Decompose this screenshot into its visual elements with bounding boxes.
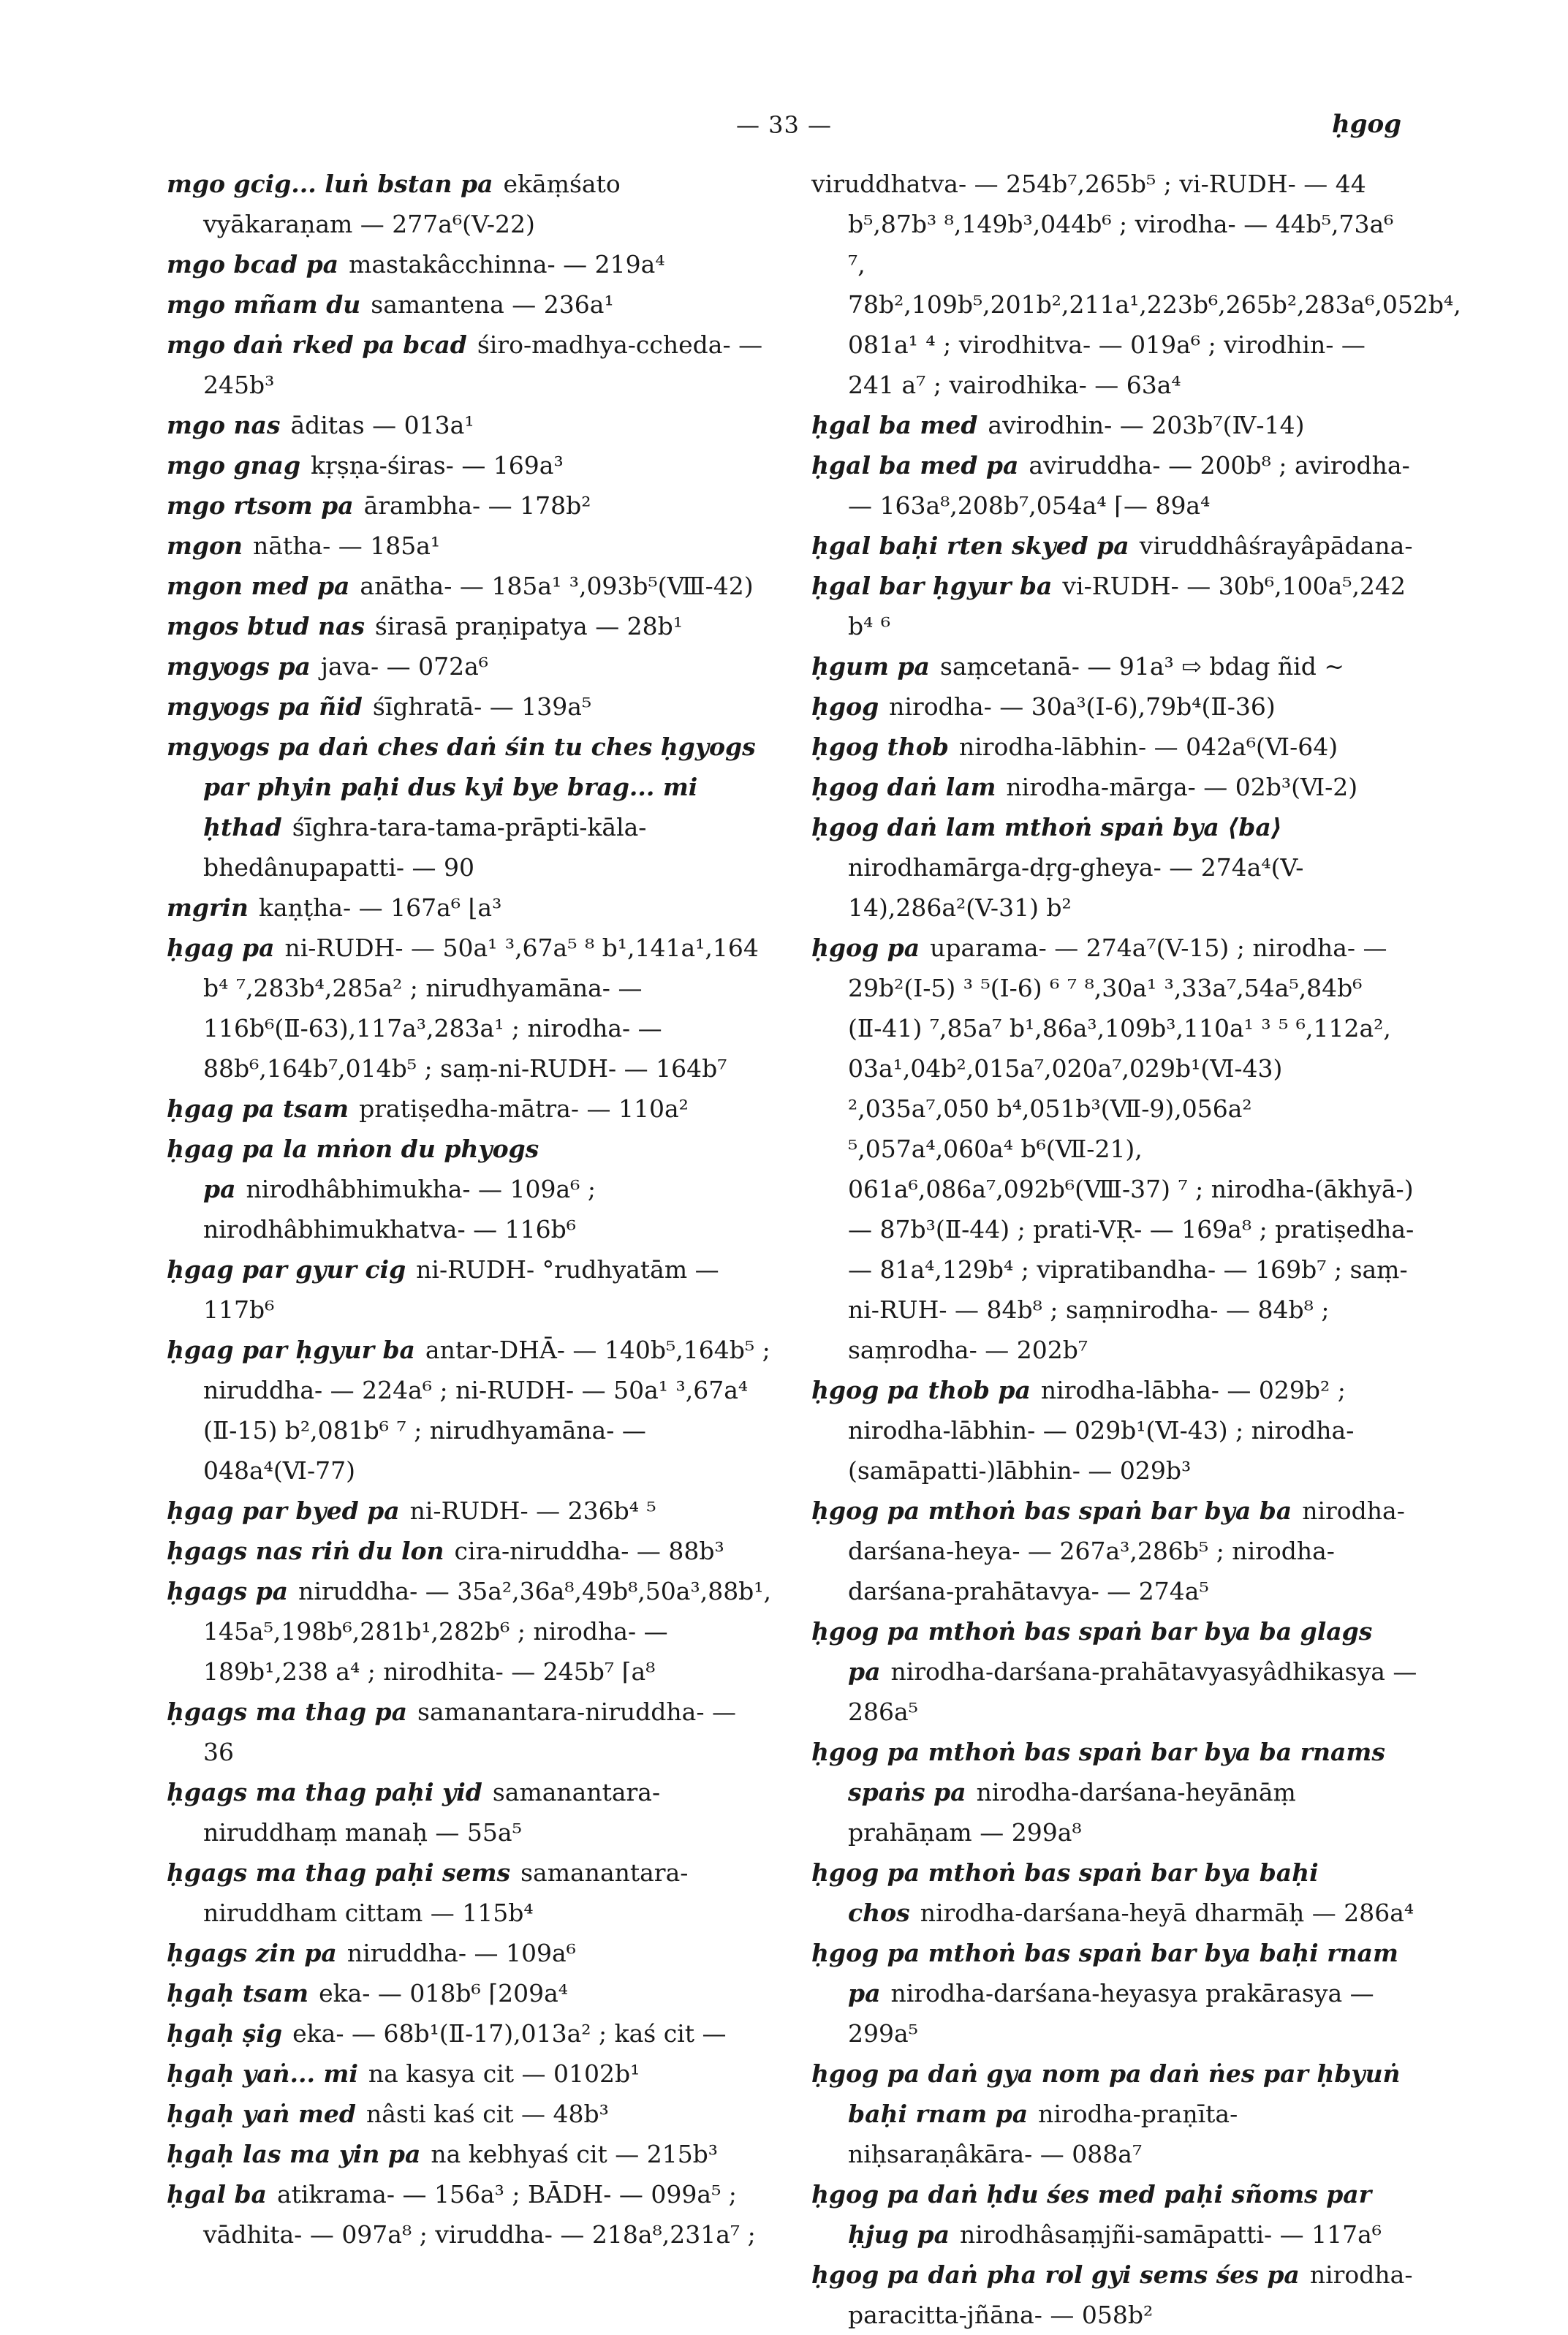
entry-headword: ḥgag pa tsam (167, 1094, 349, 1123)
entry-gloss: ni-RUDH- — 236b⁴ ⁵ (409, 1496, 656, 1525)
entry-gloss: na kebhyaś cit — 215b³ (431, 2140, 719, 2168)
entry-gloss: na kasya cit — 0102b¹ (368, 2059, 640, 2088)
entry-headword: ḥgog pa (811, 934, 920, 962)
entry-gloss: nirodha-mārga- — 02b³(Ⅵ-2) (1006, 773, 1358, 801)
entry-gloss: anātha- — 185a¹ ³,093b⁵(Ⅷ-42) (360, 572, 754, 600)
entry-headword: ḥgog pa daṅ gya nom pa daṅ ṅes par ḥbyuṅ baḥi rnam pa (811, 2059, 1401, 2128)
dictionary-entry (167, 606, 773, 646)
entry-headword: ḥgog pa mthoṅ bas spaṅ bar bya ba rnams spaṅs pa (811, 1738, 1385, 1806)
entry-gloss: nirodhâsaṃjñi-samāpatti- — 117a⁶ (959, 2220, 1382, 2249)
dictionary-entry (811, 445, 1418, 526)
entry-gloss: nâsti kaś cit — 48b³ (366, 2100, 609, 2128)
dictionary-entry (167, 405, 773, 445)
entry-gloss: ni-RUDH- — 50a¹ ³,67a⁵ ⁸ b¹,141a¹,164 b⁴ ⁷,283b⁴,285a² ; nirudhyamāna- — 116b⁶(Ⅱ-63),117a³,283a¹ ; nirodha- — 88b⁶,164b⁷,014b⁵ ; saṃ-ni-RUDH- — 164b⁷ (203, 934, 759, 1083)
entry-gloss: vi-RUDH- — 30b⁶,100a⁵,242 b⁴ ⁶ (848, 572, 1406, 640)
entry-headword: mgo rtsom pa (167, 491, 354, 520)
page-number: — 33 — (735, 111, 833, 139)
entry-gloss: śīghra-tara-tama-prāpti-kāla-bhedânupapatti- — 90 (203, 813, 647, 882)
entry-headword: ḥgog daṅ lam mthoṅ spaṅ bya ⟨ba⟩ (811, 813, 1282, 841)
dictionary-entry (811, 1933, 1418, 2054)
dictionary-entry (811, 646, 1418, 686)
entry-gloss: nirodha-lābha- — 029b² ; nirodha-lābhin- — 029b¹(Ⅵ-43) ; nirodha-(samāpatti-)lābhin- — 029b³ (848, 1376, 1355, 1485)
dictionary-entry (811, 1611, 1418, 1732)
dictionary-entry (167, 445, 773, 485)
entry-gloss: nirodha- — 30a³(Ⅰ-6),79b⁴(Ⅱ-36) (889, 692, 1276, 721)
dictionary-entry (811, 767, 1418, 807)
entry-headword: ḥgags ma thag paḥi yid (167, 1778, 482, 1806)
entry-headword: mgo gcig... luṅ bstan pa (167, 170, 493, 198)
entry-gloss: niruddha- — 109a⁶ (346, 1939, 576, 1967)
entry-gloss: niruddha- — 35a²,36a⁸,49b⁸,50a³,88b¹, 145a⁵,198b⁶,281b¹,282b⁶ ; nirodha- — 189b¹,238 a⁴ ; nirodhita- — 245b⁷ ⌈a⁸ (203, 1577, 772, 1686)
dictionary-entry (811, 526, 1418, 566)
entry-headword: mgo mñam du (167, 290, 361, 319)
entry-gloss: viruddhatva- — 254b⁷,265b⁵ ; vi-RUDH- — 44 b⁵,87b³ ⁸,149b³,044b⁶ ; virodha- — 44b⁵,73a⁶ ⁷, 78b²,109b⁵,201b²,211a¹,223b⁶,265b²,283a⁶,052b⁴, 081a¹ ⁴ ; virodhitva- — 019a⁶ ; virodhin- — 241 a⁷ ; vairodhika- — 63a⁴ (811, 170, 1461, 399)
entry-gloss: ārambha- — 178b² (363, 491, 591, 520)
dictionary-entry (167, 686, 773, 727)
dictionary-entry (811, 928, 1418, 1370)
dictionary-entry (167, 1853, 773, 1933)
entry-headword: ḥgog pa mthoṅ bas spaṅ bar bya baḥi rnam pa (811, 1939, 1398, 2007)
dictionary-entry (811, 405, 1418, 445)
dictionary-entry (167, 485, 773, 526)
entry-headword: ḥgaḥ yaṅ med (167, 2100, 356, 2128)
dictionary-entry (811, 566, 1418, 646)
dictionary-entry (167, 1089, 773, 1129)
dictionary-entry (167, 928, 773, 1089)
entry-gloss: nirodha-darśana-heyānāṃ prahāṇam — 299a⁸ (848, 1778, 1296, 1847)
entry-headword: mgrin (167, 893, 249, 922)
dictionary-entry (167, 284, 773, 325)
entry-gloss: avirodhin- — 203b⁷(Ⅳ-14) (988, 411, 1305, 439)
dictionary-entry (167, 1772, 773, 1853)
entry-headword: ḥgog pa mthoṅ bas spaṅ bar bya ba (811, 1496, 1292, 1525)
entry-gloss: nātha- — 185a¹ (253, 531, 441, 560)
entry-gloss: eka- — 018b⁶ ⌈209a⁴ (319, 1979, 568, 2007)
entry-headword: ḥgum pa (811, 652, 930, 681)
entry-headword: ḥgog pa daṅ ḥdu śes med paḥi sñoms par ḥjug pa (811, 2180, 1372, 2249)
entry-gloss: ekāṃśato vyākaraṇam — 277a⁶(V-22) (203, 170, 621, 238)
entry-headword: mgon (167, 531, 243, 560)
entry-headword: ḥgags nas riṅ du lon (167, 1537, 444, 1565)
dictionary-entry (167, 1692, 773, 1772)
dictionary-entry (167, 2054, 773, 2094)
entry-headword: ḥgaḥ tsam (167, 1979, 309, 2007)
entry-headword: mgon med pa (167, 572, 350, 600)
dictionary-entry (167, 2013, 773, 2054)
entry-headword: mgo gnag (167, 451, 301, 480)
entry-headword: ḥgags zin pa (167, 1939, 337, 1967)
dictionary-entry (811, 1491, 1418, 1611)
entry-headword: mgyogs pa ñid (167, 692, 363, 721)
entry-gloss: cira-niruddha- — 88b³ (454, 1537, 724, 1565)
dictionary-entry (811, 1853, 1418, 1933)
dictionary-entry (167, 646, 773, 686)
entry-gloss: nirodha-paracitta-jñāna- — 058b² (848, 2260, 1413, 2329)
entry-headword: ḥgags ma thag pa (167, 1698, 408, 1726)
dictionary-entry (167, 164, 773, 244)
dictionary-entry (167, 325, 773, 405)
entry-gloss: āditas — 013a¹ (290, 411, 474, 439)
entry-gloss: ni-RUDH- °rudhyatām — 117b⁶ (203, 1255, 719, 1324)
entry-headword: ḥgog pa daṅ pha rol gyi sems śes pa (811, 2260, 1300, 2289)
entry-headword: mgyogs pa daṅ ches daṅ śin tu ches ḥgyogs par phyin paḥi dus kyi bye brag... mi ḥthad (167, 733, 756, 841)
dictionary-entry (167, 1491, 773, 1531)
entry-headword: ḥgal ba (167, 2180, 267, 2209)
entry-headword: ḥgags pa (167, 1577, 289, 1605)
entry-gloss: mastakâcchinna- — 219a⁴ (349, 250, 665, 279)
dictionary-entry (167, 2134, 773, 2174)
dictionary-entry (811, 2054, 1418, 2174)
dictionary-entry (811, 2174, 1418, 2255)
entry-gloss: eka- — 68b¹(Ⅱ-17),013a² ; kaś cit — (292, 2019, 727, 2048)
entry-headword: ḥgaḥ las ma yin pa (167, 2140, 421, 2168)
dictionary-entry (811, 686, 1418, 727)
entry-headword: ḥgog pa mthoṅ bas spaṅ bar bya ba glags pa (811, 1617, 1373, 1686)
entry-headword: ḥgag par byed pa (167, 1496, 400, 1525)
entry-gloss: antar-DHĀ- — 140b⁵,164b⁵ ; niruddha- — 224a⁶ ; ni-RUDH- — 50a¹ ³,67a⁴ (Ⅱ-15) b²,081b⁶ ⁷ ; nirudhyamāna- — 048a⁴(Ⅵ-77) (203, 1336, 770, 1485)
entry-gloss: nirodhamārga-dṛg-gheya- — 274a⁴(V-14),286a²(V-31) b² (848, 853, 1304, 922)
entry-gloss: nirodha-lābhin- — 042a⁶(Ⅵ-64) (958, 733, 1338, 761)
dictionary-entry (811, 1370, 1418, 1491)
entry-headword: ḥgog (811, 692, 879, 721)
dictionary-entry (811, 807, 1418, 928)
entry-headword: ḥgal baḥi rten skyed pa (811, 531, 1129, 560)
entry-gloss: atikrama- — 156a³ ; BĀDH- — 099a⁵ ; vādhita- — 097a⁸ ; viruddha- — 218a⁸,231a⁷ ; (203, 2180, 756, 2249)
dictionary-entry (167, 1249, 773, 1330)
entry-headword: ḥgag pa (167, 934, 275, 962)
dictionary-entry (167, 1973, 773, 2013)
dictionary-entry (167, 566, 773, 606)
entry-gloss: nirodha-darśana-heyasya prakārasya — 299a⁵ (848, 1979, 1374, 2048)
dictionary-entry (167, 1330, 773, 1491)
dictionary-entry (167, 2174, 773, 2255)
entry-gloss: kṛṣṇa-śiras- — 169a³ (311, 451, 564, 480)
entry-headword: ḥgags ma thag paḥi sems (167, 1858, 511, 1887)
dictionary-entry (811, 727, 1418, 767)
dictionary-entry (167, 1933, 773, 1973)
entry-headword: ḥgal ba med (811, 411, 978, 439)
entry-gloss: samanantara-niruddham cittam — 115b⁴ (203, 1858, 689, 1927)
entry-headword: ḥgog daṅ lam (811, 773, 996, 801)
entry-headword: mgo bcad pa (167, 250, 339, 279)
entry-gloss: kaṇṭha- — 167a⁶ ⌊a³ (258, 893, 502, 922)
dictionary-entry (167, 727, 773, 888)
entry-headword: mgo nas (167, 411, 281, 439)
entry-headword: ḥgag par ḥgyur ba (167, 1336, 415, 1364)
entry-headword: ḥgaḥ yaṅ... mi (167, 2059, 358, 2088)
entry-headword: ḥgag pa la mṅon du phyogs pa (167, 1135, 539, 1203)
entry-gloss: samantena — 236a¹ (371, 290, 614, 319)
entry-gloss: samanantara-niruddhaṃ manaḥ — 55a⁵ (203, 1778, 661, 1847)
entry-gloss: nirodha-praṇīta-niḥsaraṇâkāra- — 088a⁷ (848, 2100, 1238, 2168)
running-head: ḥgog (1332, 110, 1401, 139)
dictionary-entry (167, 1571, 773, 1692)
entry-headword: ḥgaḥ ṣig (167, 2019, 283, 2048)
dictionary-entry (167, 1129, 773, 1249)
entry-headword: ḥgog pa mthoṅ bas spaṅ bar bya baḥi chos (811, 1858, 1319, 1927)
entry-gloss: viruddhâśrayâpādana- (1139, 531, 1413, 560)
entry-gloss: uparama- — 274a⁷(V-15) ; nirodha- — 29b²(Ⅰ-5) ³ ⁵(Ⅰ-6) ⁶ ⁷ ⁸,30a¹ ³,33a⁷,54a⁵,84b⁶ (Ⅱ-41) ⁷,85a⁷ b¹,86a³,109b³,110a¹ ³ ⁵ ⁶,112a², 03a¹,04b²,015a⁷,020a⁷,029b¹(Ⅵ-43) ²,035a⁷,050 b⁴,051b³(Ⅶ-9),056a² ⁵,057a⁴,060a⁴ b⁶(Ⅶ-21), 061a⁶,086a⁷,092b⁶(Ⅷ-37) ⁷ ; nirodha-(ākhyā-) — 87b³(Ⅱ-44) ; prati-VṚ- — 169a⁸ ; pratiṣedha- — 81a⁴,129b⁴ ; vipratibandha- — 169b⁷ ; saṃ-ni-RUH- — 84b⁸ ; saṃnirodha- — 84b⁸ ; saṃrodha- — 202b⁷ (848, 934, 1414, 1364)
entry-headword: ḥgog pa thob pa (811, 1376, 1031, 1404)
entry-gloss: java- — 072a⁶ (320, 652, 489, 681)
entry-gloss: śīghratā- — 139a⁵ (372, 692, 592, 721)
dictionary-entry (167, 888, 773, 928)
entry-headword: ḥgog thob (811, 733, 949, 761)
entry-gloss: śirasā praṇipatya — 28b¹ (374, 612, 683, 640)
dictionary-entry (811, 2255, 1418, 2335)
entry-gloss: nirodha-darśana-heya- — 267a³,286b⁵ ; nirodha-darśana-prahātavya- — 274a⁵ (848, 1496, 1405, 1605)
dictionary-entry (167, 526, 773, 566)
entry-gloss: śiro-madhya-ccheda- — 245b³ (203, 330, 763, 399)
entry-gloss: nirodha-darśana-prahātavyasyâdhikasya — 286a⁵ (848, 1657, 1417, 1726)
entry-gloss: saṃcetanā- — 91a³ ⇨ bdag ñid ~ (939, 652, 1344, 681)
entry-gloss: samanantara-niruddha- — 36 (203, 1698, 736, 1766)
entry-gloss: pratiṣedha-mātra- — 110a² (359, 1094, 689, 1123)
entry-gloss: nirodha-darśana-heyā dharmāḥ — 286a⁴ (920, 1899, 1414, 1927)
entry-headword: ḥgal ba med pa (811, 451, 1019, 480)
entry-headword: ḥgag par gyur cig (167, 1255, 406, 1284)
dictionary-entry (811, 1732, 1418, 1853)
entry-headword: mgo daṅ rked pa bcad (167, 330, 467, 359)
left-column (167, 164, 773, 2255)
right-column (811, 164, 1461, 2335)
entry-headword: mgyogs pa (167, 652, 311, 681)
entry-headword: mgos btud nas (167, 612, 365, 640)
dictionary-entry (167, 2094, 773, 2134)
dictionary-entry (167, 1531, 773, 1571)
entry-gloss: aviruddha- — 200b⁸ ; avirodha- — 163a⁸,208b⁷,054a⁴ ⌈— 89a⁴ (848, 451, 1410, 520)
entry-gloss: nirodhâbhimukha- — 109a⁶ ; nirodhâbhimukhatva- — 116b⁶ (203, 1175, 596, 1244)
entry-headword: ḥgal bar ḥgyur ba (811, 572, 1053, 600)
dictionary-entry (811, 164, 1461, 405)
dictionary-entry (167, 244, 773, 284)
